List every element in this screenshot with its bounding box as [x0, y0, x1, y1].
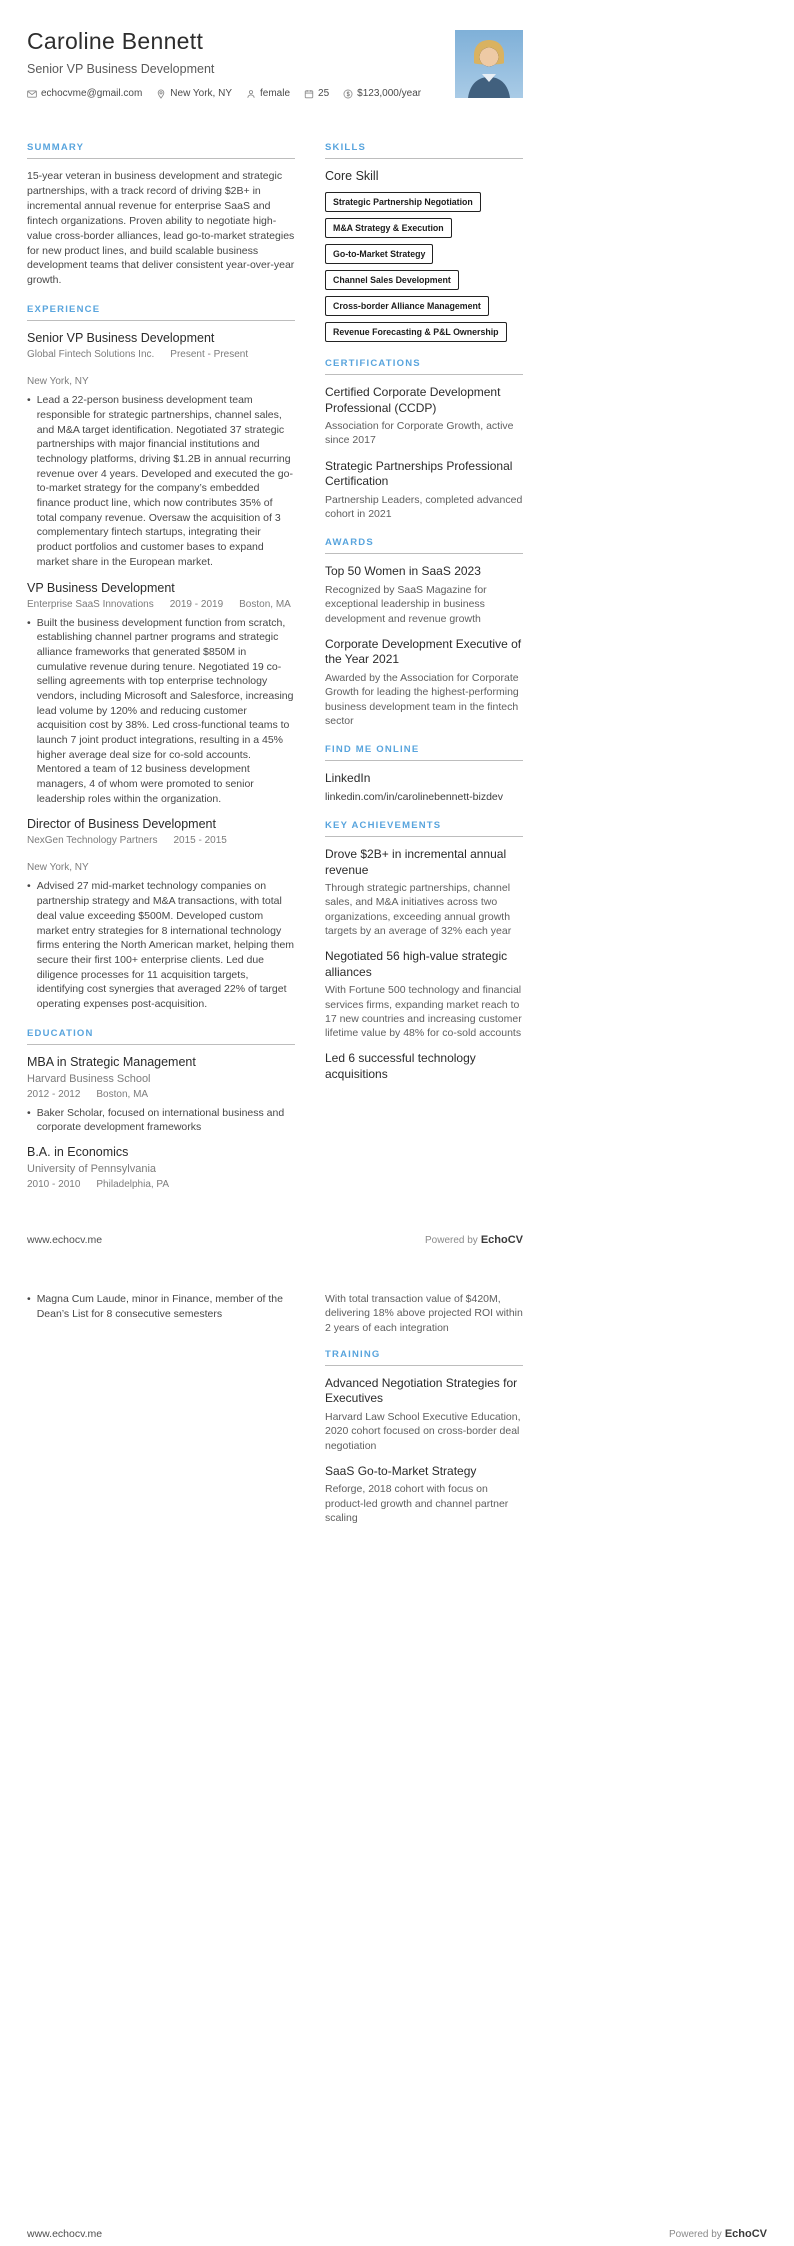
job-title: VP Business Development [27, 580, 175, 595]
job-dates: Present - Present [170, 349, 249, 361]
job-bullet-text: Lead a 22-person business development team responsible for strategic partnerships, channel sales, and M&A target identification. Negotiated 37 strategic partnerships with major financial institutions and technology platforms, driving $1.2B in annual recurring revenue over 4 years. Developed and executed the go-to-market strategy for the company’s embedded finance product line, which now contributes 35% of total company revenue. Oversaw the acquisition of 3 complementary fintech startups, integrating their product portfolios and customer bases to expand market share in the European market. [36, 394, 293, 568]
footer-site-link[interactable]: www.echocv.me [27, 1234, 103, 1246]
summary-heading: SUMMARY [27, 142, 295, 159]
experience-entry [27, 817, 295, 1011]
certification-title: Strategic Partnerships Professional Certification [325, 458, 513, 489]
skill-pill: Cross-border Alliance Management [325, 296, 489, 316]
skill-pill: Revenue Forecasting & P&L Ownership [325, 322, 507, 342]
experience-entry [27, 331, 295, 569]
contact-email-value[interactable]: echocvme@gmail.com [41, 88, 143, 99]
job-company: Global Fintech Solutions Inc. [27, 349, 155, 361]
contact-salary [343, 88, 421, 99]
skill-pill: Go-to-Market Strategy [325, 244, 433, 264]
job-dates: 2015 - 2015 [173, 835, 227, 847]
training-heading: TRAINING [325, 1349, 523, 1366]
bullet-dot: • [27, 1293, 31, 1305]
school: University of Pennsylvania [27, 1163, 157, 1175]
certification-entry [325, 459, 523, 522]
job-location: Boston, MA [239, 598, 291, 610]
award-entry [325, 564, 523, 625]
skills-group-label: Core Skill [325, 169, 379, 183]
powered-by-label: Powered by [425, 1235, 478, 1246]
award-title: Top 50 Women in SaaS 2023 [325, 564, 481, 579]
email-icon [27, 89, 37, 99]
certification-desc: Partnership Leaders, completed advanced cohort in 2021 [325, 493, 523, 521]
online-profile-url[interactable]: linkedin.com/in/carolinebennett-bizdev [325, 790, 504, 803]
experience-section [27, 304, 295, 1011]
school: Harvard Business School [27, 1072, 151, 1085]
page2-columns [27, 1292, 523, 1541]
skill-pills [325, 192, 523, 342]
award-title: Corporate Development Executive of the Year 2021 [325, 636, 522, 667]
candidate-headline: Senior VP Business Development [27, 62, 215, 76]
contact-age-value: 25 [318, 88, 330, 99]
certification-entry [325, 385, 523, 448]
job-title: Director of Business Development [27, 817, 216, 832]
education-entry [27, 1055, 295, 1135]
contact-row [27, 88, 523, 99]
job-meta [27, 599, 295, 610]
powered-by-label: Powered by [669, 2229, 722, 2240]
education-meta [27, 1179, 295, 1190]
online-profile-entry [325, 771, 523, 804]
achievement-title: Led 6 successful technology acquisitions [325, 1051, 476, 1082]
skill-pill: M&A Strategy & Execution [325, 218, 452, 238]
award-desc: Awarded by the Association for Corporate Growth for leading the highest-performing business development team in the fintech sector [325, 672, 519, 727]
bullet-dot: • [27, 1106, 31, 1119]
bullet-dot: • [27, 880, 31, 893]
training-section [325, 1349, 523, 1525]
degree: B.A. in Economics [27, 1145, 129, 1159]
training-desc: Harvard Law School Executive Education, 2020 cohort focused on cross-border deal negotiation [325, 1410, 521, 1452]
contact-location [156, 88, 232, 99]
find-me-online-section [325, 744, 523, 804]
job-bullet [27, 616, 295, 807]
certification-title: Certified Corporate Development Professional (CCDP) [325, 385, 501, 415]
contact-email [27, 88, 142, 99]
achievement-desc: With Fortune 500 technology and financial services firms, expanding market reach to 17 new countries and increasing customer lifetime value by 48% for co-sold accounts [325, 984, 522, 1040]
profile-photo [455, 30, 523, 98]
achievement-desc-continued: With total transaction value of $420M, delivering 18% above projected ROI within 2 years of each integration [325, 1293, 523, 1334]
job-meta [27, 349, 295, 387]
summary-section [27, 142, 295, 288]
contact-location-value: New York, NY [170, 88, 232, 99]
education-section [27, 1028, 295, 1190]
job-company: Enterprise SaaS Innovations [27, 598, 154, 610]
education-bullet [27, 1106, 295, 1135]
brand-link[interactable]: EchoCV [724, 2228, 767, 2240]
right-column-page2 [325, 1292, 523, 1541]
achievement-title: Negotiated 56 high-value strategic alliances [325, 949, 508, 979]
right-column [325, 142, 523, 1099]
job-location: New York, NY [27, 376, 89, 388]
training-entry [325, 1464, 523, 1525]
key-achievements-section [325, 820, 523, 1083]
job-bullet [27, 393, 295, 569]
education-dates: 2010 - 2010 [27, 1179, 81, 1190]
find-me-online-heading: FIND ME ONLINE [325, 744, 523, 761]
job-dates: 2019 - 2019 [169, 598, 224, 610]
education-meta [27, 1089, 295, 1100]
location-icon [156, 89, 166, 99]
contact-gender-value: female [260, 88, 291, 99]
left-column [27, 142, 295, 1206]
achievement-desc: Through strategic partnerships, channel sales, and M&A initiatives across two organizations, exceeding annual growth targets by an average of 32% each year [325, 882, 512, 937]
training-title: Advanced Negotiation Strategies for Executives [325, 1375, 518, 1406]
achievement-entry [325, 949, 523, 1040]
online-profile-label: LinkedIn [325, 771, 371, 786]
job-title: Senior VP Business Development [27, 331, 215, 346]
person-icon [246, 89, 256, 99]
page1-columns [27, 142, 523, 1206]
experience-entry [27, 581, 295, 807]
job-bullet-text: Built the business development function from scratch, establishing channel partner programs and strategic alliance frameworks that generated $850M in cumulative revenue during tenure. Negotiated 19 co-selling agreements with top enterprise technology vendors, including Microsoft and Salesforce, increasing lead volume by 120% and reducing customer acquisition cost by 38%. Led cross-functional teams to launch 7 joint product integrations, resulting in a 45% higher average deal size for co-sold accounts. Mentored a team of 12 business development managers, 4 of whom were promoted to senior leadership roles within the organization. [36, 616, 294, 805]
bullet-dot: • [27, 616, 31, 629]
awards-heading: AWARDS [325, 537, 523, 554]
achievement-title: Drove $2B+ in incremental annual revenue [325, 846, 507, 877]
page1-footer [27, 1234, 523, 1246]
bullet-dot: • [27, 394, 31, 407]
education-dates: 2012 - 2012 [27, 1088, 81, 1100]
education-heading: EDUCATION [27, 1028, 295, 1045]
certification-desc: Association for Corporate Growth, active since 2017 [325, 420, 514, 447]
key-achievements-heading: KEY ACHIEVEMENTS [325, 820, 523, 837]
contact-gender [246, 88, 290, 99]
certifications-heading: CERTIFICATIONS [325, 358, 523, 375]
training-title: SaaS Go-to-Market Strategy [325, 1463, 477, 1478]
education-location: Philadelphia, PA [96, 1179, 170, 1190]
powered-by [669, 2228, 767, 2240]
award-entry [325, 637, 523, 728]
job-meta [27, 835, 295, 873]
training-desc: Reforge, 2018 cohort with focus on product-led growth and channel partner scaling [325, 1483, 509, 1524]
job-location: New York, NY [27, 862, 89, 874]
skills-heading: SKILLS [325, 142, 523, 159]
summary-text: 15-year veteran in business development and strategic partnerships, with a track record of driving $2B+ in incremental annual revenue for enterprise SaaS and fintech organizations. Proven ability to negotiate high-value cross-border alliances, lead go-to-market strategies for new product lines, and build scalable business development teams that deliver consistent year-over-year growth. [27, 170, 295, 287]
education-bullet-text: Magna Cum Laude, minor in Finance, member of the Dean’s List for 8 consecutive semesters [36, 1293, 283, 1320]
skill-pill: Channel Sales Development [325, 270, 459, 290]
achievement-entry [325, 1051, 523, 1082]
skill-pill: Strategic Partnership Negotiation [325, 192, 481, 212]
job-bullet [27, 879, 295, 1011]
resume-content [27, 0, 523, 1541]
education-bullet [27, 1292, 295, 1321]
skills-section [325, 142, 523, 342]
education-location: Boston, MA [96, 1088, 149, 1100]
education-entry [27, 1145, 295, 1190]
footer-site-link[interactable]: www.echocv.me [27, 2228, 103, 2240]
certifications-section [325, 358, 523, 521]
awards-section [325, 537, 523, 728]
calendar-icon [304, 89, 314, 99]
brand-link[interactable]: EchoCV [480, 1234, 523, 1246]
job-company: NexGen Technology Partners [27, 835, 158, 847]
achievement-entry [325, 847, 523, 938]
education-bullet-text: Baker Scholar, focused on international business and corporate development frameworks [36, 1106, 285, 1134]
left-column-page2 [27, 1292, 295, 1325]
contact-salary-value: $123,000/year [357, 88, 422, 99]
header [27, 28, 523, 120]
contact-age [304, 88, 329, 99]
salary-icon [343, 89, 353, 99]
powered-by [425, 1234, 523, 1246]
award-desc: Recognized by SaaS Magazine for exceptional leadership in business development and revenue growth [325, 584, 487, 625]
page2-footer [27, 2228, 767, 2240]
training-entry [325, 1376, 523, 1453]
degree: MBA in Strategic Management [27, 1054, 196, 1069]
candidate-name: Caroline Bennett [27, 28, 204, 54]
job-bullet-text: Advised 27 mid-market technology companies on partnership strategy and M&A transactions, with total deal value exceeding $500M. Developed custom market entry strategies for 8 international technology firms entering the North American market, helping them secure their first 100+ enterprise clients. Led due diligence processes for 11 acquisition targets, identifying cost synergies that averaged 22% of target operating expenses post-acquisition. [36, 880, 295, 1010]
experience-heading: EXPERIENCE [27, 304, 295, 321]
